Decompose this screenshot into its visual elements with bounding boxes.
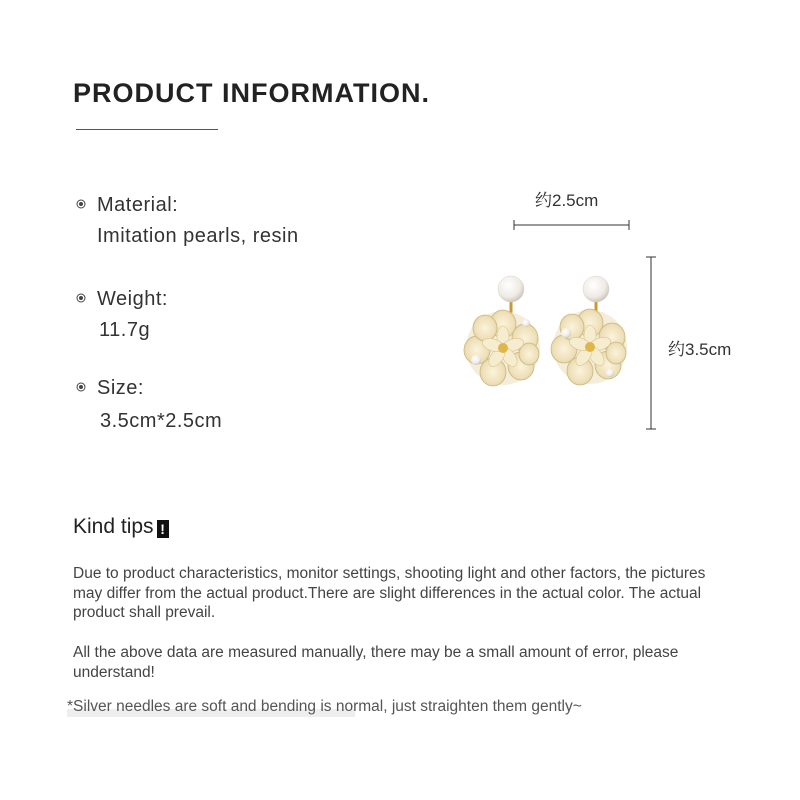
width-dimension-label: 约2.5cm [535,191,599,210]
warning-exclamation-icon: ! [157,520,169,538]
page-title: PRODUCT INFORMATION. [73,78,430,108]
spec-value: 11.7g [99,319,151,341]
earring-right [551,276,627,385]
silver-needle-note: *Silver needles are soft and bending is normal, just straighten them gently~ [67,698,582,715]
earring-left [464,276,540,386]
height-dimension-line [646,257,656,429]
width-dimension-line [514,220,629,230]
kind-tips-heading [73,515,169,539]
tips-paragraph-1: Due to product characteristics, monitor settings, shooting light and other factors, the pictures may differ from the actual product.There are slight differences in the actual color. The actual product shall prevail. [73,565,706,621]
spec-label: Size: [97,377,144,399]
spec-value: 3.5cm*2.5cm [100,410,223,432]
kind-tips-label: Kind tips [73,515,154,538]
height-dimension-label: 约3.5cm [668,340,732,359]
spec-label: Material: [97,194,179,216]
spec-label: Weight: [97,288,168,310]
tips-paragraph-2: All the above data are measured manually, there may be a small amount of error, please understand! [73,644,679,681]
spec-value: Imitation pearls, resin [97,225,299,247]
